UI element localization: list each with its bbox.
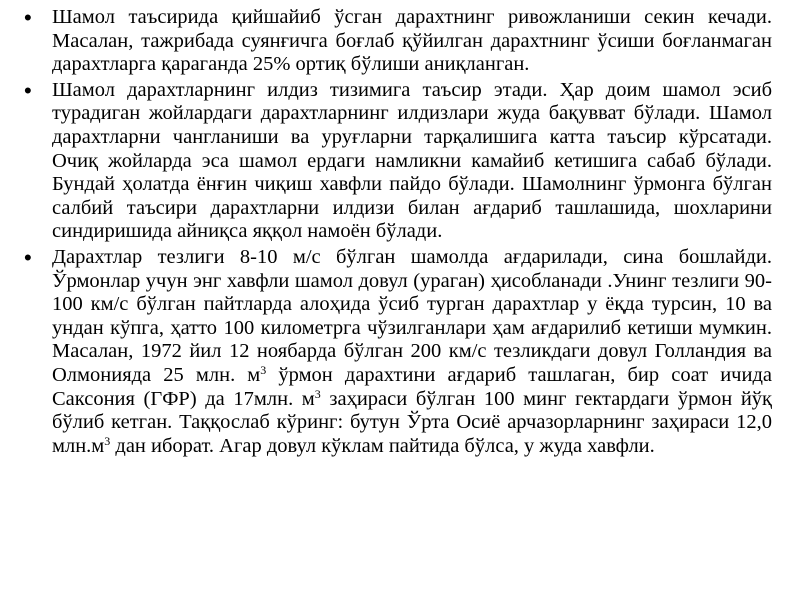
bullet-dot-icon: • — [24, 5, 32, 30]
bullet-item-3 — [24, 246, 772, 458]
bullet-list — [24, 6, 772, 458]
bullet-text-part-4: дан иборат. Агар довул кўклам пайтида бўлса, у жуда хавфли. — [110, 434, 655, 457]
superscript-cubed: 3 — [104, 433, 111, 448]
bullet-text: Шамол таъсирида қийшайиб ўсган дарахтнинг ривожланиши секин кечади. Масалан, тажрибада суянғичга боғлаб қўйилган дарахтнинг ўсиши боғланмаган дарахтларга қараганда 25% ортиқ бўлиши аниқланган. — [52, 6, 772, 76]
bullet-item-2 — [24, 79, 772, 244]
superscript-cubed: 3 — [314, 386, 321, 401]
bullet-text: Шамол дарахтларнинг илдиз тизимига таъсир этади. Ҳар доим шамол эсиб турадиган жойлардаги дарахтларнинг илдизлари жуда бақувват бўлади. Шамол дарахтларни чангланиши ва уруғларни тарқалишига катта таъсир кўрсатади. Очиқ жойларда эса шамол ердаги намликни камайиб кетишига сабаб бўлади. Бундай ҳолатда ёнғин чиқиш хавфли пайдо бўлади. Шамолнинг ўрмонга бўлган салбий таъсири дарахтларни илдизи билан ағдариб ташлашида, шохларини синдиришида айниқса яққол намоён бўлади. — [52, 78, 772, 243]
bullet-item-1 — [24, 6, 772, 77]
bullet-text-part-1: Дарахтлар тезлиги 8-10 м/с бўлган шамолда ағдарилади, сина бошлайди. Ўрмонлар учун энг хавфли шамол довул (ураган) ҳисобланади .Унинг тезлиги 90-100 км/с бўлган пайтларда алоҳида ўсиб турган дарахтлар у ёқда турсин, 10 ва ундан кўпга, ҳатто 100 километрга чўзилганлари ҳам ағдарилиб кетиши мумкин. Масалан, 1972 йил 12 ноябарда бўлган 200 км/с тезликдаги довул Голландия ва Олмонияда 25 млн. м — [52, 245, 772, 386]
bullet-dot-icon: • — [24, 244, 32, 270]
bullet-text-part-2: ўрмон дарахтини ағдариб ташлаган, бир соат ичида Саксония (ГФР) да 17млн. м — [52, 363, 772, 410]
bullet-dot-icon: • — [24, 77, 32, 103]
superscript-cubed: 3 — [260, 362, 267, 377]
bullet-text-part-3: заҳираси бўлган 100 минг гектардаги ўрмон йўқ бўлиб кетган. Таққослаб кўринг: бутун Ўрта Осиё арчазорларнинг заҳираси 12,0 млн.м — [52, 387, 773, 457]
